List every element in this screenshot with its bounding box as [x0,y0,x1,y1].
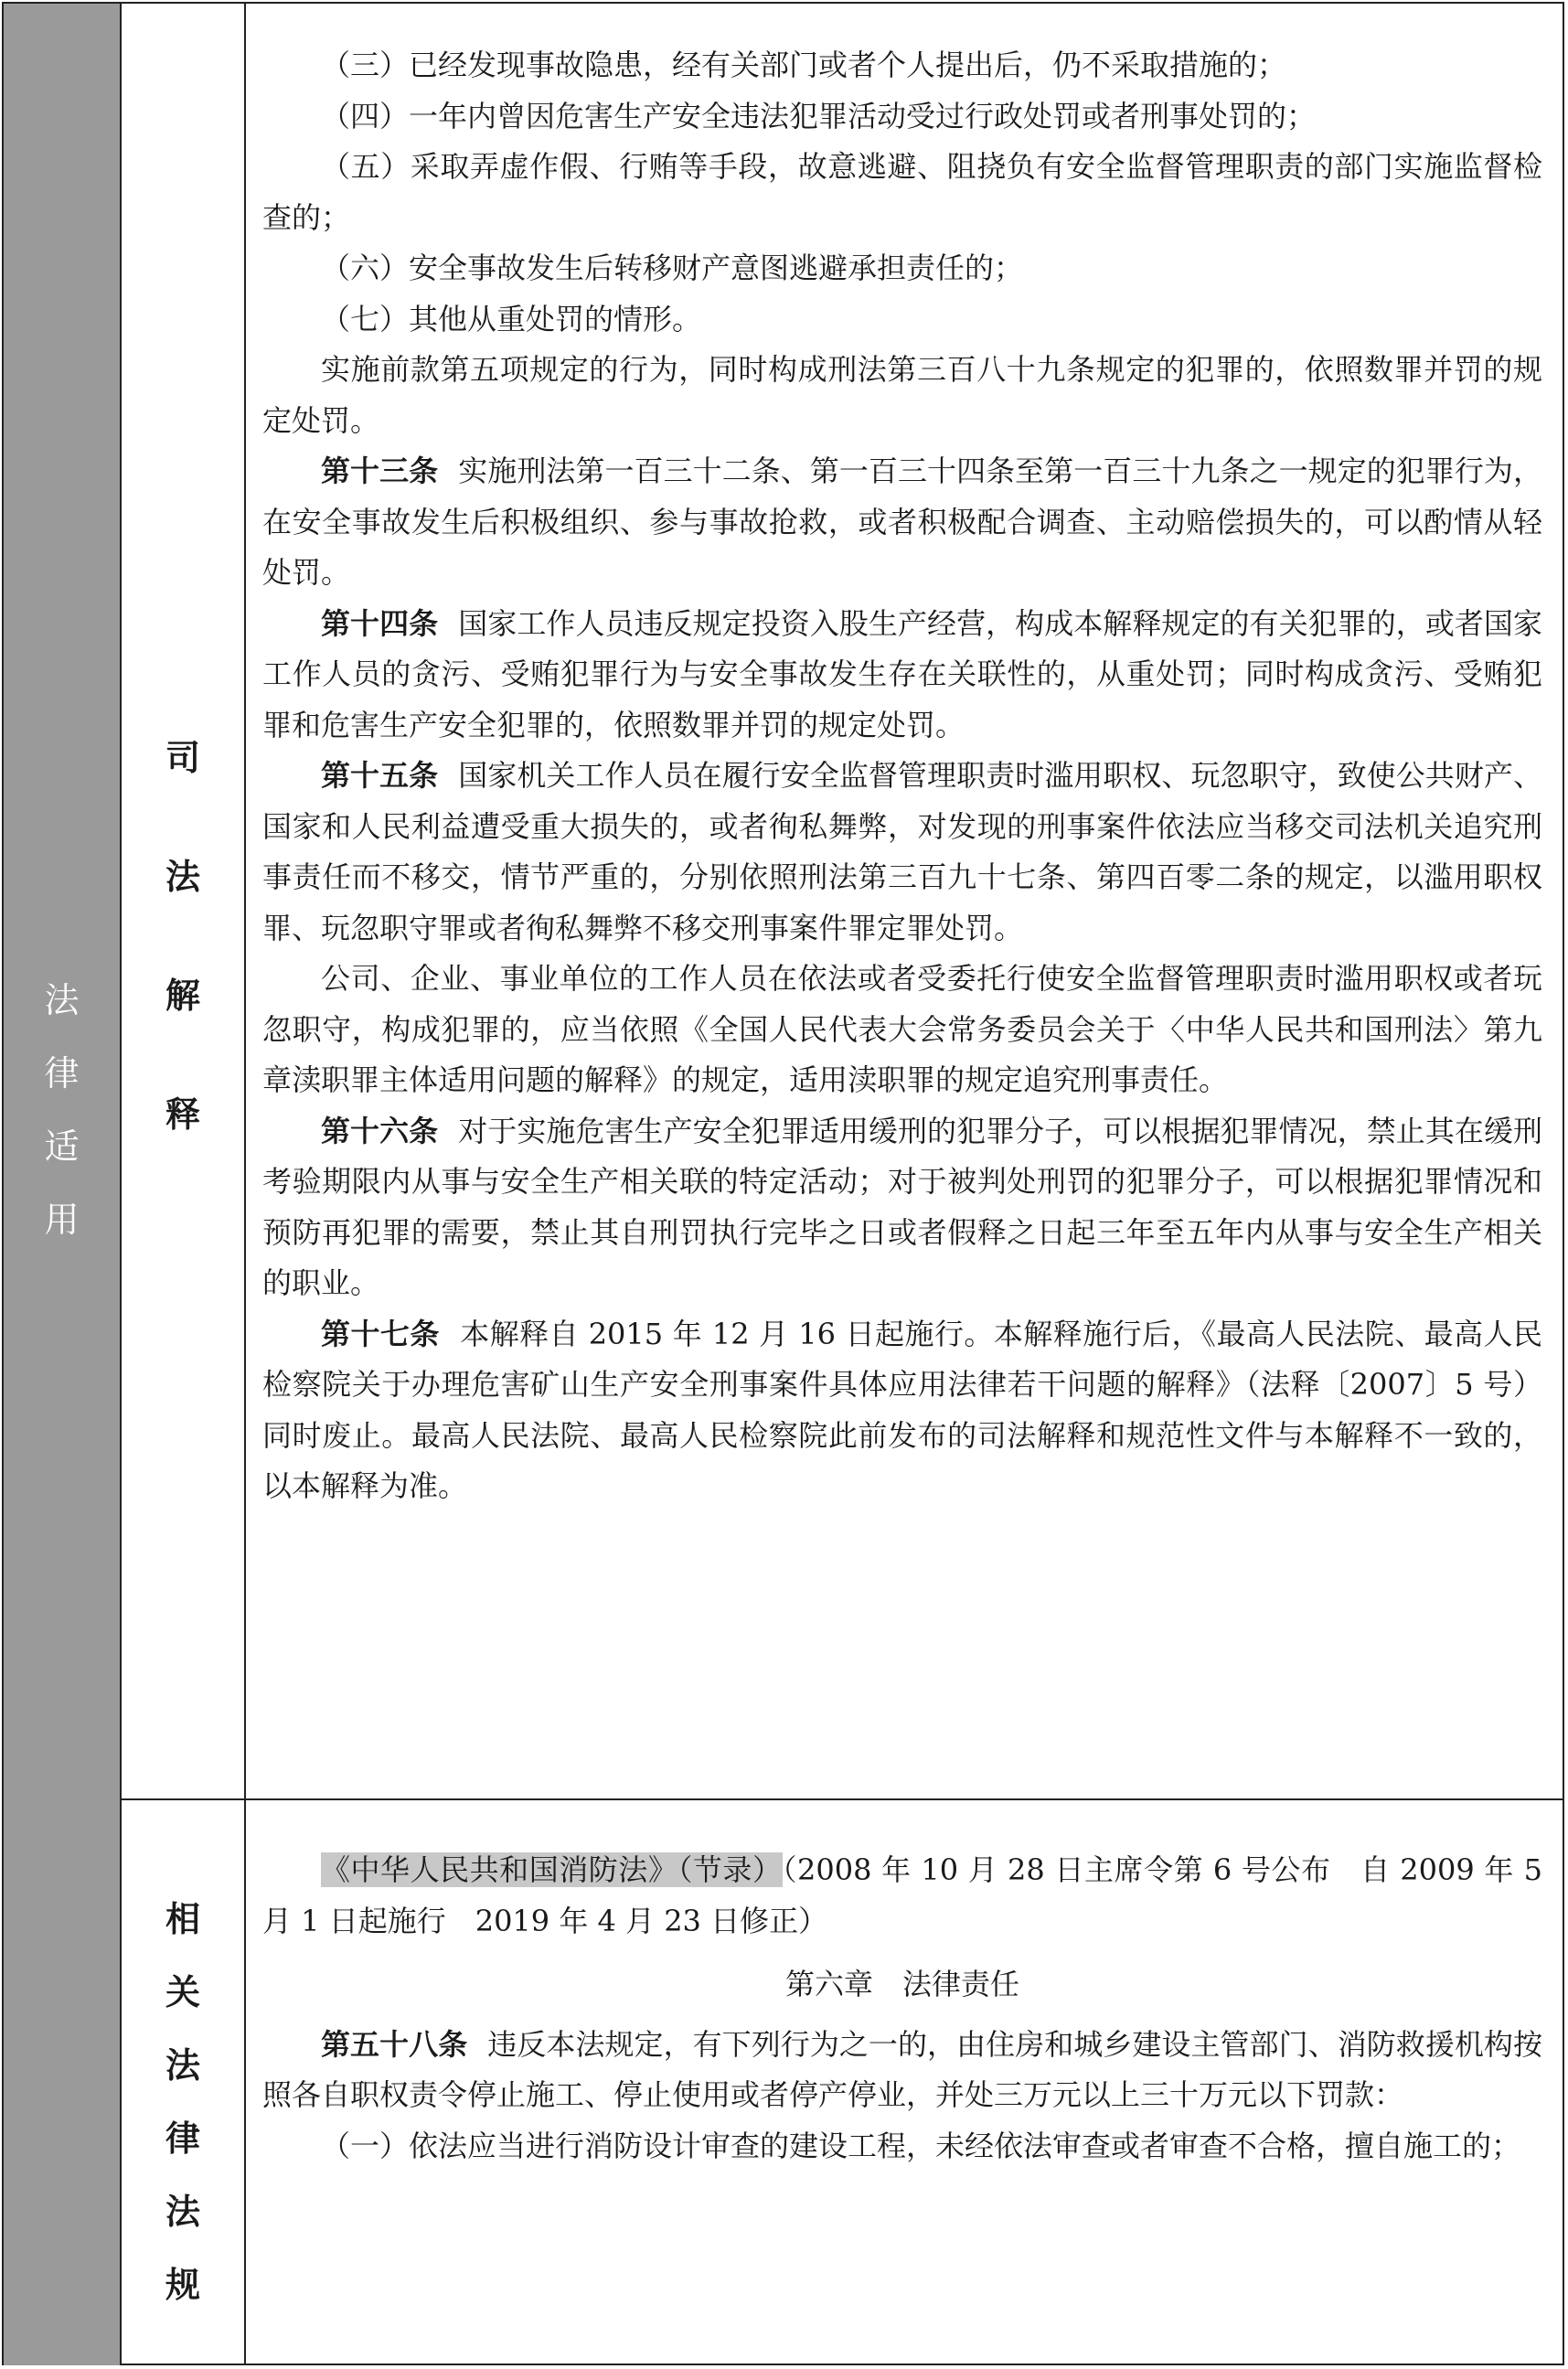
paragraph-text: 实施前款第五项规定的行为，同时构成刑法第三百八十九条规定的犯罪的，依照数罪并罚的规定处罚。 [262,352,1542,438]
article-number: 第十七条 [321,1316,440,1351]
paragraph-text: （五）采取弄虚作假、行贿等手段，故意逃避、阻挠负有安全监督管理职责的部门实施监督检查的； [262,149,1542,235]
source-title: 《中华人民共和国消防法》（节录） [321,1852,783,1887]
paragraph-text: （四）一年内曾因危害生产安全违法犯罪活动受过行政处罚或者刑事处罚的； [321,98,1317,133]
paragraph-text: 实施刑法第一百三十二条、第一百三十四条至第一百三十九条之一规定的犯罪行为，在安全事故发生后积极组织、参与事故抢救，或者积极配合调查、主动赔偿损失的，可以酌情从轻处罚。 [262,454,1542,590]
paragraph-text: （三）已经发现事故隐患，经有关部门或者个人提出后，仍不采取措施的； [321,48,1287,82]
source-line [262,1845,1542,1947]
related-laws-paragraphs [262,2020,1542,2172]
paragraph [262,91,1542,143]
paragraph-text: 国家机关工作人员在履行安全监督管理职责时滥用职权、玩忽职守，致使公共财产、国家和人民利益遭受重大损失的，或者徇私舞弊，对发现的刑事案件依法应当移交司法机关追究刑事责任而不移交，情节严重的，分别依照刑法第三百九十七条、第四百零二条的规定，以滥用职权罪、玩忽职守罪或者徇私舞弊不移交刑事案件罪定罪处罚。 [262,758,1542,945]
paragraph [262,954,1542,1106]
paragraph [262,446,1542,599]
paragraph [262,294,1542,346]
related-laws-text [262,1845,1542,2172]
paragraph [262,345,1542,446]
paragraph [262,751,1542,954]
paragraph [262,243,1542,294]
article-number: 第十四条 [321,605,439,641]
paragraph-text: （七）其他从重处罚的情形。 [321,301,702,336]
paragraph-text: （六）安全事故发生后转移财产意图逃避承担责任的； [321,251,1024,285]
chapter-heading: 第六章 法律责任 [784,1967,1019,2001]
paragraph-text: 本解释自 2015 年 12 月 16 日起施行。本解释施行后，《最高人民法院、最高人民检察院关于办理危害矿山生产安全刑事案件具体应用法律若干问题的解释》（法释〔2007〕5 号）同时废止。最高人民法院、最高人民检察院此前发布的司法解释和规范性文件与本解释不一致的，以本解释为准。 [262,1316,1542,1503]
source-note: （2008 年 10 月 28 日主席令第 6 号公布 自 2009 年 5 月 1 日起施行 2019 年 4 月 23 日修正） [262,1852,1542,1938]
article-number: 第五十八条 [321,2026,468,2062]
section-divider [122,1798,1564,1800]
section-label-related-laws: 相 关 法 律 法 规 [165,1899,200,2305]
paragraph [262,142,1542,243]
paragraph-text: （一）依法应当进行消防设计审查的建设工程，未经依法审查或者审查不合格，擅自施工的； [321,2128,1521,2163]
paragraph-text: 国家工作人员违反规定投资入股生产经营，构成本解释规定的有关犯罪的，或者国家工作人员的贪污、受贿犯罪行为与安全事故发生存在关联性的，从重处罚；同时构成贪污、受贿犯罪和危害生产安全犯罪的，依照数罪并罚的规定处罚。 [262,605,1542,742]
paragraph [262,1309,1542,1512]
paragraph [262,599,1542,752]
section-label-column [122,4,246,2365]
paragraph-text: 公司、企业、事业单位的工作人员在依法或者受委托行使安全监督管理职责时滥用职权或者玩忽职守，构成犯罪的，应当依照《全国人民代表大会常务委员会关于〈中华人民共和国刑法〉第九章渎职罪主体适用问题的解释》的规定，适用渎职罪的规定追究刑事责任。 [262,961,1542,1097]
judicial-interpretation-text [262,40,1542,1512]
paragraph [262,2020,1542,2121]
paragraph [262,40,1542,91]
category-label: 法 律 适 用 [44,980,80,1240]
paragraph-text: 违反本法规定，有下列行为之一的，由住房和城乡建设主管部门、消防救援机构按照各自职权责令停止施工、停止使用或者停产停业，并处三万元以上三十万元以下罚款： [262,2026,1542,2112]
paragraph [262,1106,1542,1309]
article-number: 第十六条 [321,1113,439,1148]
category-column [4,4,122,2365]
paragraph [262,2121,1542,2172]
article-number: 第十五条 [321,758,439,793]
section-label-judicial-interpretation: 司 法 解 释 [165,738,200,1135]
paragraph-text: 对于实施危害生产安全犯罪适用缓刑的犯罪分子，可以根据犯罪情况，禁止其在缓刑考验期限内从事与安全生产相关联的特定活动；对于被判处刑罚的犯罪分子，可以根据犯罪情况和预防再犯罪的需要，禁止其自刑罚执行完毕之日或者假释之日起三年至五年内从事与安全生产相关的职业。 [262,1113,1542,1300]
article-number: 第十三条 [321,454,439,488]
